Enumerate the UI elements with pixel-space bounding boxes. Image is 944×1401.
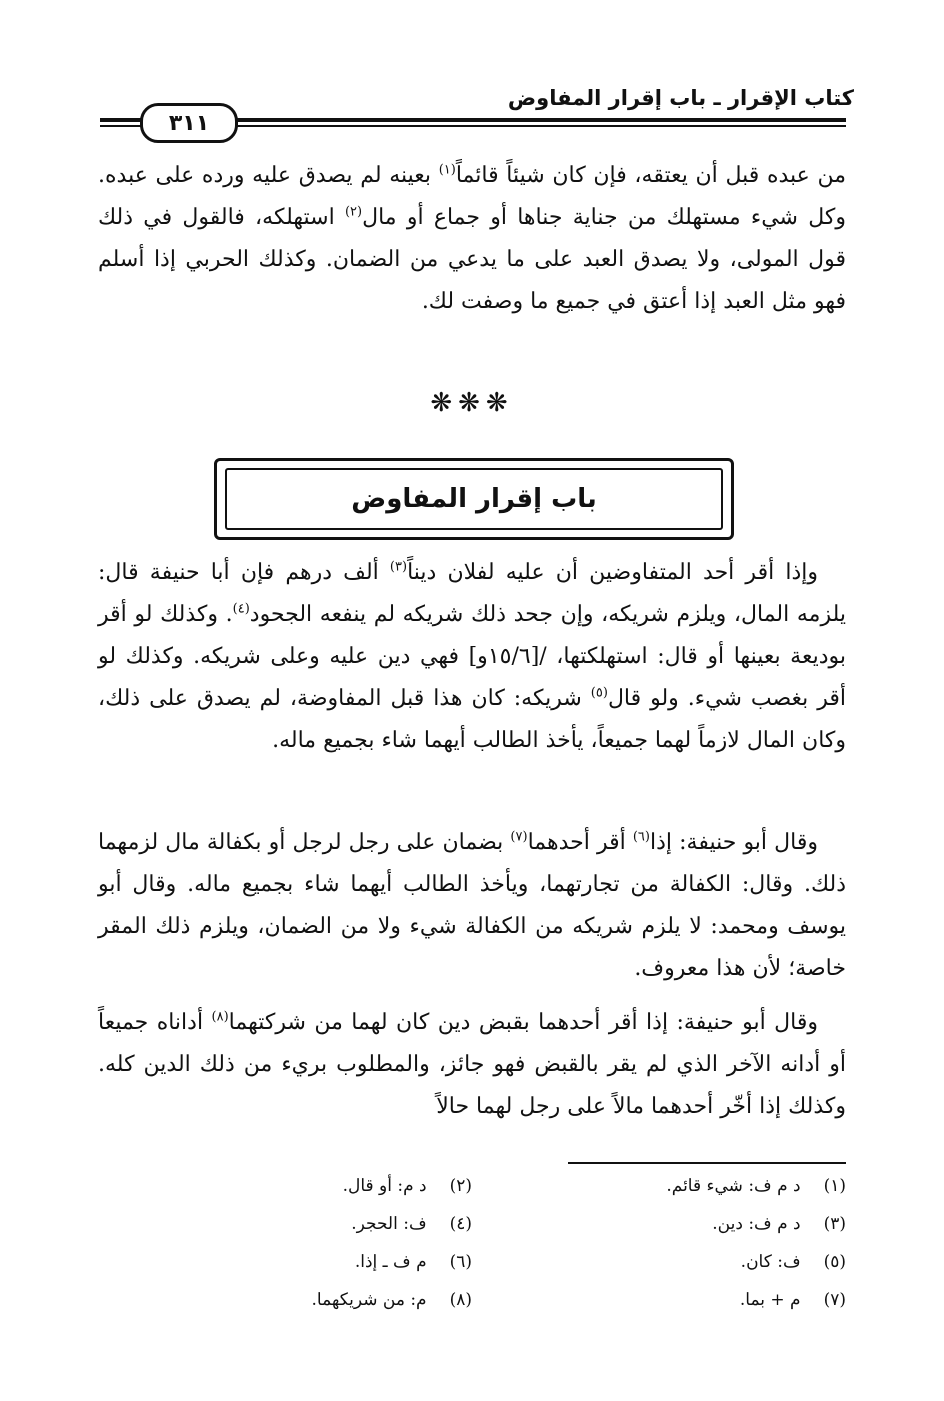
footnote-rule — [568, 1162, 846, 1164]
footnote-1 — [472, 1176, 846, 1214]
chapter-title-frame — [214, 458, 734, 540]
footnote-number: (٢) — [449, 1176, 472, 1196]
footnote-text: د م: أو قال. — [342, 1176, 427, 1196]
footnote-text: د م ف: دين. — [712, 1214, 801, 1234]
text-run: من عبده قبل أن يعتقه، فإن كان شيئاً قائماً — [455, 163, 846, 188]
text-run: وقال أبو حنيفة: إذا أقر أحدهما بقبض دين كان لهما من شركتهما — [228, 1010, 818, 1035]
text-run: شريكه: كان هذا قبل المفاوضة، لم يصدق على ذلك، وكان المال لازماً لهما جميعاً، يأخذ الطالب أيهما شاء بجميع ماله. — [98, 686, 846, 753]
text-run: أداناه جميعاً أو أدانه الآخر الذي لم يقر بالقبض فهو جائز، والمطلوب بريء من ذلك الدين كله. وكذلك إذا أخّر أحدهما مالاً على رجل لهما حالاً — [98, 1010, 846, 1119]
footnote-ref: (٦) — [632, 829, 650, 845]
footnote-text: م: من شريكهما. — [311, 1290, 427, 1310]
footnote-7 — [472, 1290, 846, 1328]
footnote-text: د م ف: شيء قائم. — [666, 1176, 801, 1196]
text-run: ألف درهم فإن أبا حنيفة قال: يلزمه المال، ويلزم شريكه، وإن جحد ذلك شريكه لم ينفعه الجحود — [98, 560, 847, 627]
running-title: كتاب الإقرار ـ باب إقرار المفاوض — [507, 86, 854, 110]
footnote-6 — [98, 1252, 472, 1290]
text-run: وقال أبو حنيفة: إذا — [649, 830, 818, 855]
footnote-text: م ف ـ إذا. — [354, 1252, 427, 1272]
footnote-number: (٤) — [449, 1214, 472, 1234]
page-number: ٣١١ — [168, 110, 210, 136]
footnote-ref: (٨) — [211, 1009, 229, 1025]
footnotes — [98, 1176, 846, 1328]
text-run: وإذا أقر أحد المتفاوضين أن عليه لفلان ديناً — [407, 560, 818, 585]
footnote-number: (٧) — [823, 1290, 846, 1310]
chapter-title-inner-frame — [225, 468, 723, 530]
text-run: بعينه لم يصدق عليه ورده على عبده. وكل شيء مستهلك من جناية جناها أو جماع أو مال — [98, 163, 847, 230]
footnote-text: ف: كان. — [740, 1252, 801, 1272]
footnote-number: (٣) — [823, 1214, 846, 1234]
footnote-3 — [472, 1214, 846, 1252]
footnote-number: (١) — [823, 1176, 846, 1196]
text-run: بضمان على رجل لرجل أو بكفالة مال لزمهما ذلك. وقال: الكفالة من تجارتهما، ويأخذ الطالب أيهما شاء بجميع ماله. وقال أبو يوسف ومحمد: لا يلزم شريكه من الكفالة شيء ولا من الضمان، ويلزم ذلك المقر خاصة؛ لأن هذا معروف. — [98, 830, 846, 981]
footnote-ref: (٢) — [344, 204, 363, 220]
paragraph-2 — [98, 552, 846, 762]
footnote-ref: (٧) — [510, 829, 528, 845]
text-run: أقر أحدهما — [527, 830, 633, 855]
footnote-ref: (١) — [438, 162, 456, 178]
footnote-ref: (٣) — [389, 559, 408, 575]
paragraph-4 — [98, 1002, 846, 1128]
footnote-4 — [98, 1214, 472, 1252]
text-run: استهلكه، فالقول في ذلك قول المولى، ولا يصدق العبد على ما يدعي من الضمان. وكذلك الحربي إذا أسلم فهو مثل العبد إذا أعتق في جميع ما وصفت لك. — [98, 205, 846, 314]
footnote-number: (٥) — [823, 1252, 846, 1272]
footnote-number: (٨) — [449, 1290, 472, 1310]
footnote-number: (٦) — [449, 1252, 472, 1272]
footnote-8 — [98, 1290, 472, 1328]
section-separator: ❋❋❋ — [430, 388, 514, 418]
page-number-badge — [140, 103, 238, 143]
paragraph-1 — [98, 155, 846, 323]
footnote-text: م + بما. — [739, 1290, 801, 1310]
text-run: . وكذلك لو أقر بوديعة بعينها أو قال: استهلكتها، /[١٥/٦و] فهي دين عليه وعلى شريكه. وكذلك لو أقر بغصب شيء. ولو قال — [98, 602, 846, 711]
footnote-ref: (٤) — [232, 601, 250, 617]
footnote-5 — [472, 1252, 846, 1290]
paragraph-3 — [98, 822, 846, 990]
footnote-2 — [98, 1176, 472, 1214]
footnote-text: ف: الحجر. — [351, 1214, 427, 1234]
chapter-title: باب إقرار المفاوض — [351, 484, 597, 514]
footnote-ref: (٥) — [590, 685, 608, 701]
